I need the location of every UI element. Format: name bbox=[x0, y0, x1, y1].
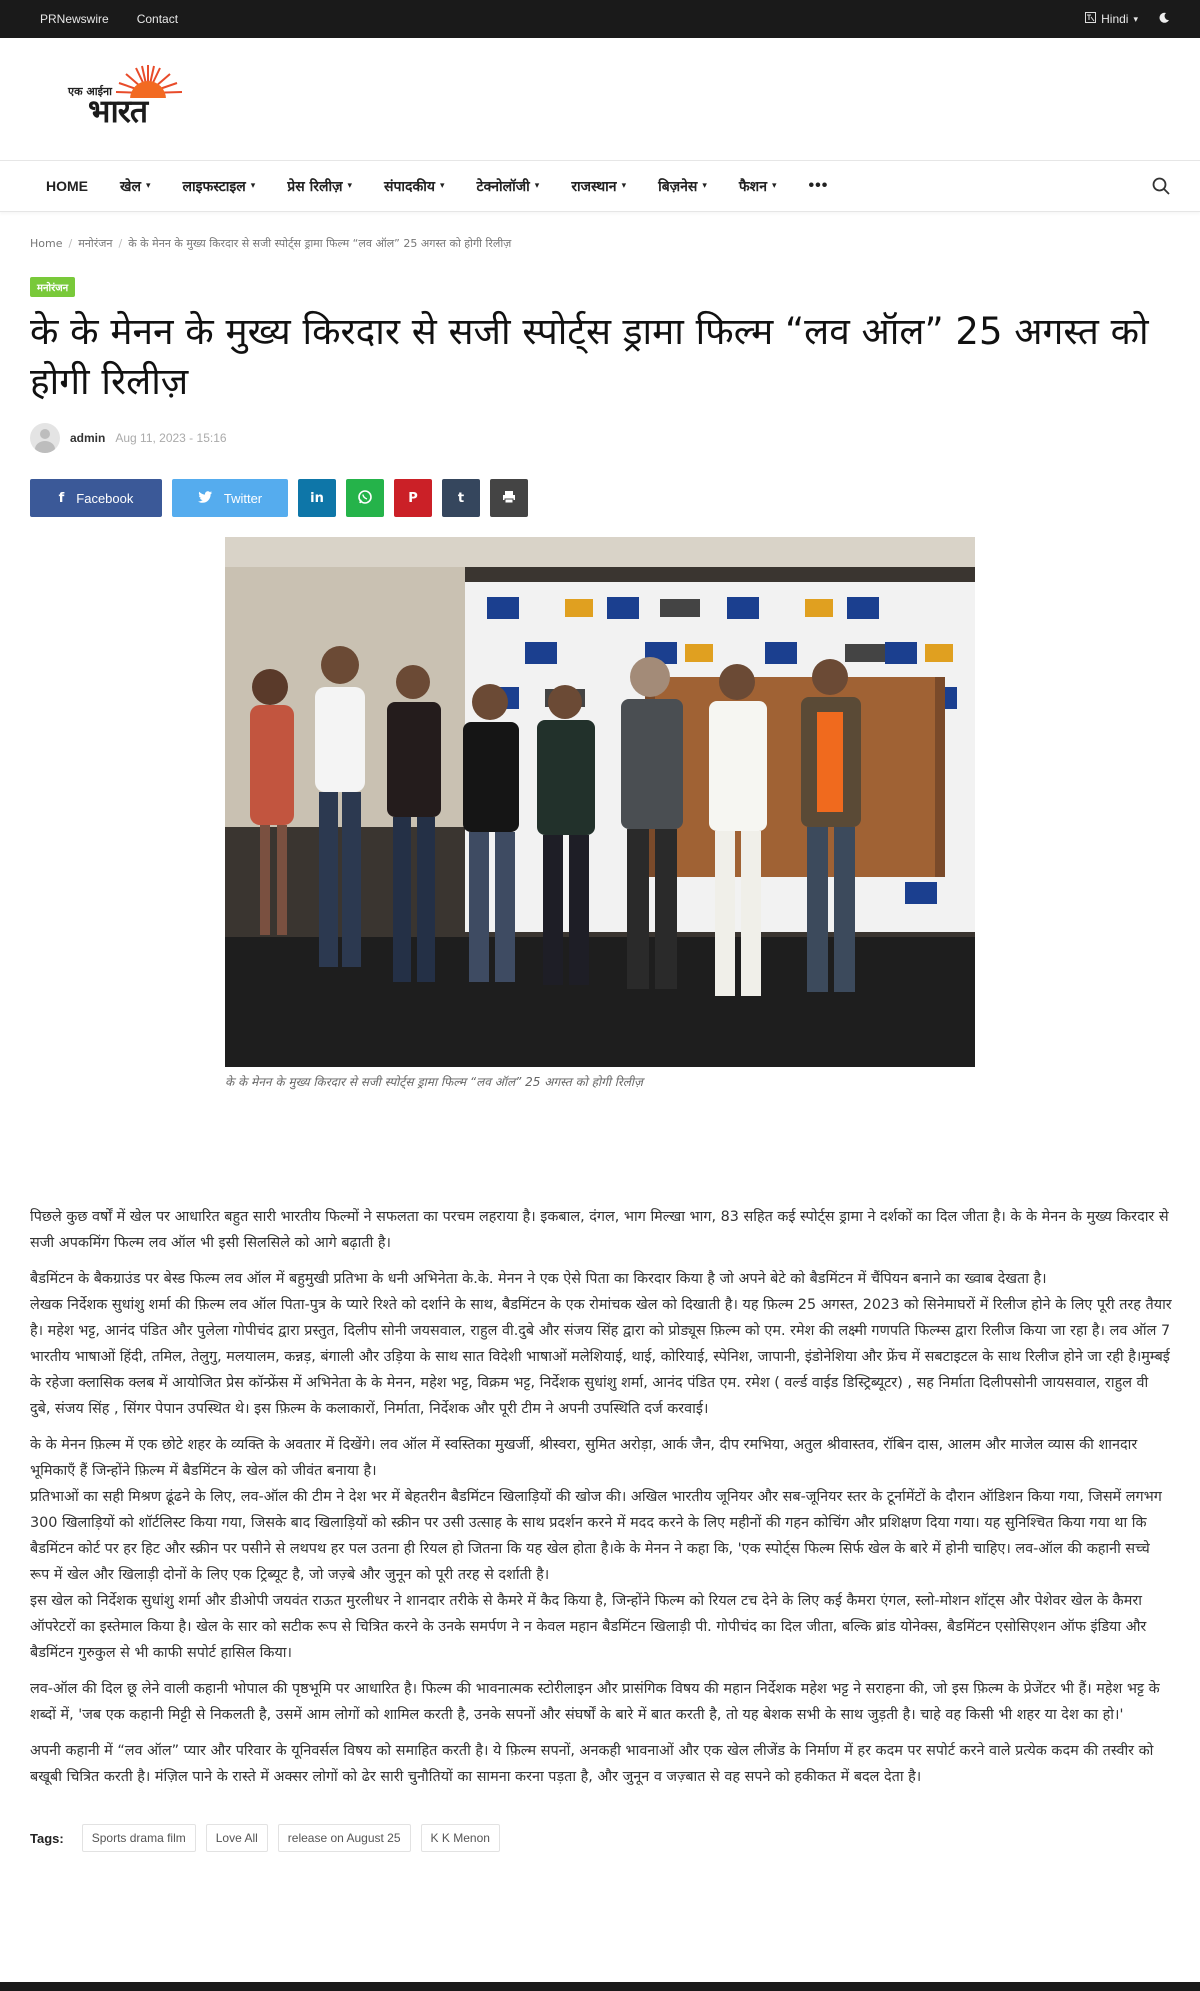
top-link-prnewswire[interactable]: PRNewswire bbox=[40, 12, 109, 26]
language-label: Hindi bbox=[1101, 12, 1129, 26]
nav-item-lifestyle[interactable] bbox=[182, 177, 255, 196]
breadcrumb bbox=[30, 236, 1170, 251]
category-badge[interactable]: मनोरंजन bbox=[30, 277, 75, 297]
nav-item-home[interactable] bbox=[46, 178, 88, 194]
article-container bbox=[0, 236, 1200, 1852]
nav-item-label: बिज़नेस bbox=[658, 178, 698, 195]
article-body bbox=[30, 1204, 1172, 1790]
breadcrumb-current: के के मेनन के मुख्य किरदार से सजी स्पोर्ट्स ड्रामा फिल्म “लव ऑल” 25 अगस्त को होगी रिलीज़ bbox=[128, 237, 512, 250]
site-logo[interactable] bbox=[66, 59, 216, 139]
caret-down-icon: ▾ bbox=[439, 181, 445, 191]
nav-item-sports[interactable] bbox=[120, 177, 150, 196]
tag-item[interactable]: K K Menon bbox=[421, 1824, 500, 1852]
breadcrumb-separator: / bbox=[68, 237, 73, 250]
article-paragraph: के के मेनन फ़िल्म में एक छोटे शहर के व्यक्ति के अवतार में दिखेंगे। लव ऑल में स्वस्तिका मुखर्जी, श्रीस्वरा, सुमित अरोड़ा, आर्क जैन, दीप रमभिया, अतुल श्रीवास्तव, रॉबिन दास, आलम और माजेल व्यास की शानदार भूमिकाएँ हैं जिन्होंने फ़िल्म में बैडमिंटन के खेल को जीवंत बनाया है। bbox=[30, 1437, 1138, 1479]
article-paragraph: इस खेल को निर्देशक सुधांशु शर्मा और डीओपी जयवंत राऊत मुरलीधर ने शानदार तरीके से कैमरे में कैद किया है, जिन्होंने फिल्म को रियल टच देने के लिए कई कैमरा एंगल, स्लो-मोशन शॉट्स और पेशेवर खेल के कैमरा ऑपरेटरों का इस्तेमाल किया है। खेल के सार को सटीक रूप से चित्रित करने के उनके समर्पण ने न केवल महान बैडमिंटन खिलाड़ी पी. गोपीचंद का दिल जीता, बल्कि ब्रांड योनेक्स, बैडमिंटन एसोसिएशन ऑफ इंडिया और बैडमिंटन गुरुकुल से भी काफी सपोर्ट हासिल किया। bbox=[30, 1593, 1147, 1661]
language-selector[interactable] bbox=[1085, 12, 1138, 26]
article-paragraph: प्रतिभाओं का सही मिश्रण ढूंढने के लिए, लव-ऑल की टीम ने देश भर में बेहतरीन बैडमिंटन खिलाड़ियों की खोज की। अखिल भारतीय जूनियर और सब-जूनियर स्तर के टूर्नामेंटों के दौरान ऑडिशन किया गया, जिसमें लगभग 300 खिलाड़ियों को शॉर्टलिस्ट किया गया, जिसके बाद खिलाड़ियों को स्क्रीन पर उसी उत्साह के साथ प्रदर्शन करने में मदद करने के लिए महीनों की गहन कोचिंग और प्रशिक्षण दिया गया। यह सुनिश्चित किया गया था कि बैडमिंटन कोर्ट पर हर हिट और स्क्रीन पर पसीने से लथपथ हर पल उतना ही रियल हो जितना कि यह खेल होता है।के के मेनन ने कहा कि, 'एक स्पोर्ट्स फिल्म सिर्फ खेल के बारे में होनी चाहिए। लव-ऑल की कहानी सच्चे रूप में खेल और खिलाड़ी दोनों के लिए एक ट्रिब्यूट है, जो जज़्बे और जुनून को पूरी तरह से दर्शाती है। bbox=[30, 1489, 1162, 1583]
breadcrumb-separator: / bbox=[118, 237, 123, 250]
article-paragraph: बैडमिंटन के बैकग्राउंड पर बेस्ड फिल्म लव ऑल में बहुमुखी प्रतिभा के धनी अभिनेता के.के. मेनन ने एक ऐसे पिता का किरदार किया है जो अपने बेटे को बैडमिंटन में चैंपियन बनाने का ख्वाब देखता है। bbox=[30, 1271, 1047, 1287]
tag-item[interactable]: release on August 25 bbox=[278, 1824, 411, 1852]
nav-item-label: संपादकीय bbox=[384, 178, 435, 195]
top-bar bbox=[0, 0, 1200, 38]
article-photo bbox=[225, 537, 975, 1067]
caret-down-icon: ▾ bbox=[145, 181, 151, 191]
footer-strip bbox=[0, 1982, 1200, 1991]
pinterest-icon: P bbox=[408, 490, 418, 506]
caret-down-icon: ▾ bbox=[250, 181, 256, 191]
caret-down-icon: ▾ bbox=[347, 181, 352, 191]
nav-item-fashion[interactable] bbox=[739, 177, 777, 196]
article-paragraph: अपनी कहानी में “लव ऑल” प्यार और परिवार के यूनिवर्सल विषय को समाहित करती है। ये फ़िल्म सपनों, अनकही भावनाओं और एक खेल लीजेंड के निर्माण में हर कदम पर सपोर्ट करने वाले प्रत्येक कदम की तस्वीर को बखूबी चित्रित करती है। मंज़िल पाने के रास्ते में अक्सर लोगों को ढेर सारी चुनौतियों का सामना करना पड़ता है, और जुनून व जज़्बात से वह सपने को हकीकत में बदल देता है। bbox=[30, 1743, 1154, 1785]
article-meta bbox=[30, 423, 1170, 453]
publish-date: Aug 11, 2023 - 15:16 bbox=[115, 431, 227, 445]
article-paragraph: पिछले कुछ वर्षों में खेल पर आधारित बहुत सारी भारतीय फिल्मों ने सफलता का परचम लहराया है। इकबाल, दंगल, भाग मिल्खा भाग, 83 सहित कई स्पोर्ट्स ड्रामा ने दर्शकों का दिल जीता है। के के मेनन के मुख्य किरदार से सजी अपकमिंग फिल्म लव ऑल भी इसी सिलसिले को आगे बढ़ाती है। bbox=[30, 1209, 1169, 1251]
article-title: के के मेनन के मुख्य किरदार से सजी स्पोर्ट्स ड्रामा फिल्म “लव ऑल” 25 अगस्त को होगी रिलीज़ bbox=[30, 310, 1149, 403]
logo-area bbox=[0, 38, 1200, 160]
more-menu-icon[interactable]: ••• bbox=[808, 177, 829, 194]
linkedin-icon: in bbox=[310, 490, 324, 506]
linkedin-share-button[interactable] bbox=[298, 479, 336, 517]
nav-item-label: टेक्नोलॉजी bbox=[476, 178, 530, 195]
avatar[interactable] bbox=[30, 423, 60, 453]
logo-small-text: एक आईना bbox=[68, 85, 112, 98]
nav-item-technology[interactable] bbox=[477, 177, 540, 196]
tags-label: Tags: bbox=[30, 1830, 64, 1846]
nav-item-label: लाइफस्टाइल bbox=[182, 178, 246, 195]
nav-items bbox=[46, 177, 1152, 196]
pinterest-share-button[interactable] bbox=[394, 479, 432, 517]
share-buttons bbox=[30, 479, 1170, 517]
logo-big-text: भारत bbox=[88, 92, 148, 130]
nav-item-label: HOME bbox=[46, 178, 88, 194]
nav-item-label: खेल bbox=[120, 178, 141, 195]
nav-item-label: राजस्थान bbox=[571, 178, 617, 195]
article-paragraph: लव-ऑल की दिल छू लेने वाली कहानी भोपाल की पृष्ठभूमि पर आधारित है। फिल्म की भावनात्मक स्टोरीलाइन और प्रासंगिक विषय की महान निर्देशक महेश भट्ट ने सराहना की, जो इस फ़िल्म के प्रेजेंटर भी हैं। महेश भट्ट के शब्दों में, 'जब एक कहानी मिट्टी से निकलती है, उसमें आम लोगों को शामिल करती है, उनके सपनों और संघर्षों के बारे में बात करती है, तो यह बेशक सभी के साथ जुड़ती है। चाहे वह किसी भी शहर या देश का हो।' bbox=[30, 1681, 1160, 1723]
caret-down-icon: ▾ bbox=[771, 181, 777, 191]
nav-item-label: फैशन bbox=[738, 178, 767, 195]
chevron-down-icon: ▾ bbox=[1133, 13, 1138, 24]
caret-down-icon: ▾ bbox=[534, 181, 540, 191]
top-link-contact[interactable]: Contact bbox=[136, 12, 179, 26]
twitter-icon bbox=[198, 491, 212, 506]
twitter-share-button[interactable] bbox=[172, 479, 288, 517]
facebook-share-button[interactable] bbox=[30, 479, 162, 517]
moon-icon[interactable] bbox=[1158, 12, 1170, 27]
twitter-label: Twitter bbox=[223, 490, 263, 506]
facebook-label: Facebook bbox=[76, 490, 134, 506]
print-icon bbox=[502, 490, 516, 507]
nav-item-press-release[interactable] bbox=[287, 177, 352, 196]
translate-icon bbox=[1085, 12, 1096, 26]
article-figure bbox=[225, 537, 975, 1090]
tumblr-share-button[interactable] bbox=[442, 479, 480, 517]
print-button[interactable] bbox=[490, 479, 528, 517]
main-nav bbox=[0, 160, 1200, 212]
tag-item[interactable]: Sports drama film bbox=[82, 1824, 196, 1852]
article-paragraph: लेखक निर्देशक सुधांशु शर्मा की फ़िल्म लव ऑल पिता-पुत्र के प्यारे रिश्ते को दर्शाने के साथ, बैडमिंटन के एक रोमांचक खेल को दिखाती है। यह फ़िल्म 25 अगस्त, 2023 को सिनेमाघरों में रिलीज होने के लिए पूरी तरह तैयार है। महेश भट्ट, आनंद पंडित और पुलेला गोपीचंद द्वारा प्रस्तुत, दिलीप सोनी जयसवाल, राहुल वी.दुबे और संजय सिंह द्वारा को प्रोड्यूस फ़िल्म को एम. रमेश की लक्ष्मी गणपति फिल्म्स द्वारा रिलीज किया जा रहा है। लव ऑल 7 भारतीय भाषाओं हिंदी, तमिल, तेलुगु, मलयालम, कन्नड़, बंगाली और उड़िया के साथ सात विदेशी भाषाओं मलेशियाई, थाई, कोरियाई, स्पेनिश, जापानी, इंडोनेशिया और फ्रेंच में सबटाइटल के साथ रिलीज होने जा रही है।मुम्बई के रहेजा क्लासिक क्लब में आयोजित प्रेस कॉन्फ्रेंस में अभिनेता के के मेनन, महेश भट्ट, विक्रम भट्ट, निर्देशक सुधांशु शर्मा, आनंद पंडित एम. रमेश ( वर्ल्ड वाईड डिस्ट्रिब्यूटर) , सह निर्माता दिलीपसोनी जायसवाल, राहुल वी दुबे, संजय सिंह , सिंगर पेपान उपस्थित थे। इस फ़िल्म के कलाकारों, निर्माता, निर्देशक और पूरी टीम ने अपनी उपस्थिति दर्ज करवाई। bbox=[30, 1297, 1172, 1417]
tumblr-icon: t bbox=[457, 490, 465, 506]
author-name[interactable]: admin bbox=[70, 431, 106, 445]
top-bar-right bbox=[1085, 12, 1170, 27]
tag-item[interactable]: Love All bbox=[206, 1824, 268, 1852]
nav-item-rajasthan[interactable] bbox=[571, 177, 626, 196]
breadcrumb-category[interactable]: मनोरंजन bbox=[78, 237, 113, 250]
breadcrumb-home[interactable]: Home bbox=[30, 237, 63, 250]
top-links bbox=[40, 12, 178, 26]
tags-row bbox=[30, 1824, 1170, 1852]
whatsapp-icon bbox=[357, 489, 373, 508]
whatsapp-share-button[interactable] bbox=[346, 479, 384, 517]
facebook-icon: f bbox=[58, 490, 65, 506]
nav-item-editorial[interactable] bbox=[384, 177, 445, 196]
caret-down-icon: ▾ bbox=[702, 181, 707, 191]
caret-down-icon: ▾ bbox=[621, 181, 627, 191]
nav-item-business[interactable] bbox=[658, 177, 707, 196]
photo-caption: के के मेनन के मुख्य किरदार से सजी स्पोर्ट्स ड्रामा फिल्म “लव ऑल” 25 अगस्त को होगी रिलीज़ bbox=[225, 1075, 643, 1089]
search-icon[interactable] bbox=[1152, 177, 1170, 195]
nav-item-label: प्रेस रिलीज़ bbox=[287, 178, 343, 195]
